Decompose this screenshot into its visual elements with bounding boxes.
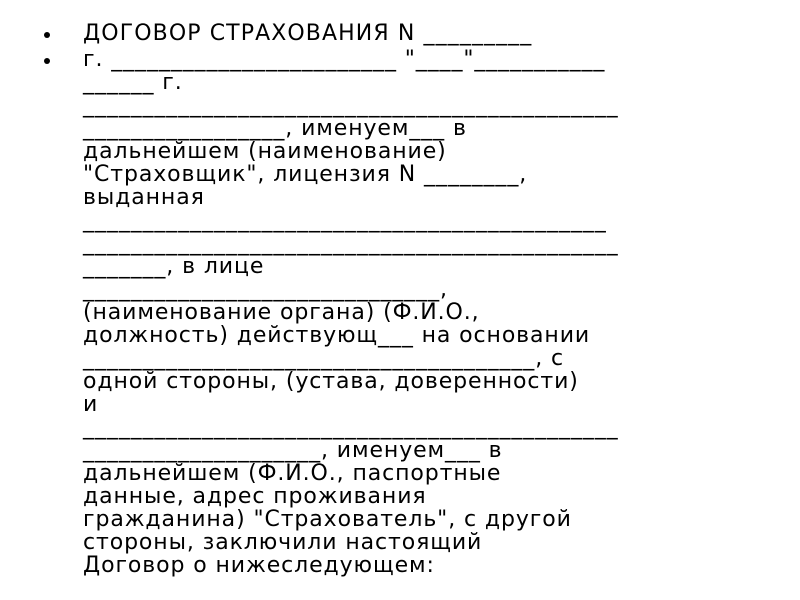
body-line: _____________________________________________ [83, 415, 619, 440]
body-line: ______ г. [83, 70, 183, 95]
body-line: стороны, заключили настоящий [83, 530, 483, 555]
body-line: данные, адрес проживания [83, 484, 427, 509]
body-line: ____________________________________________ [83, 208, 607, 233]
body-line: одной стороны, (устава, доверенности) [83, 369, 579, 394]
body-line: г. ________________________ "____"___________ [83, 47, 606, 72]
body-line: дальнейшем (Ф.И.О., паспортные [83, 461, 502, 486]
body-line: ____________________, именуем___ в [83, 438, 503, 463]
body-line: ______________________________________, с [83, 346, 564, 371]
body-line: Договор о нижеследующем: [83, 553, 435, 578]
body-line: и [83, 392, 99, 417]
body-line: гражданина) "Страхователь", с другой [83, 507, 572, 532]
body-line: _____________________________________________ [83, 231, 619, 256]
document-title: ДОГОВОР СТРАХОВАНИЯ N _________ [83, 21, 533, 46]
body-line: дальнейшем (наименование) [83, 139, 447, 164]
body-line: должность) действующ___ на основании [83, 323, 591, 348]
body-line: _____________________________________________ [83, 93, 619, 118]
body-line: _________________, именуем___ в [83, 116, 467, 141]
body-line: (наименование органа) (Ф.И.О., [83, 300, 480, 325]
bullet-dot-icon [44, 32, 50, 38]
body-line: ______________________________, [83, 277, 448, 302]
body-line: выданная [83, 185, 205, 210]
body-line: _______, в лице [83, 254, 265, 279]
body-line: "Страховщик", лицензия N ________, [83, 162, 528, 187]
bullet-dot-icon [44, 58, 50, 64]
